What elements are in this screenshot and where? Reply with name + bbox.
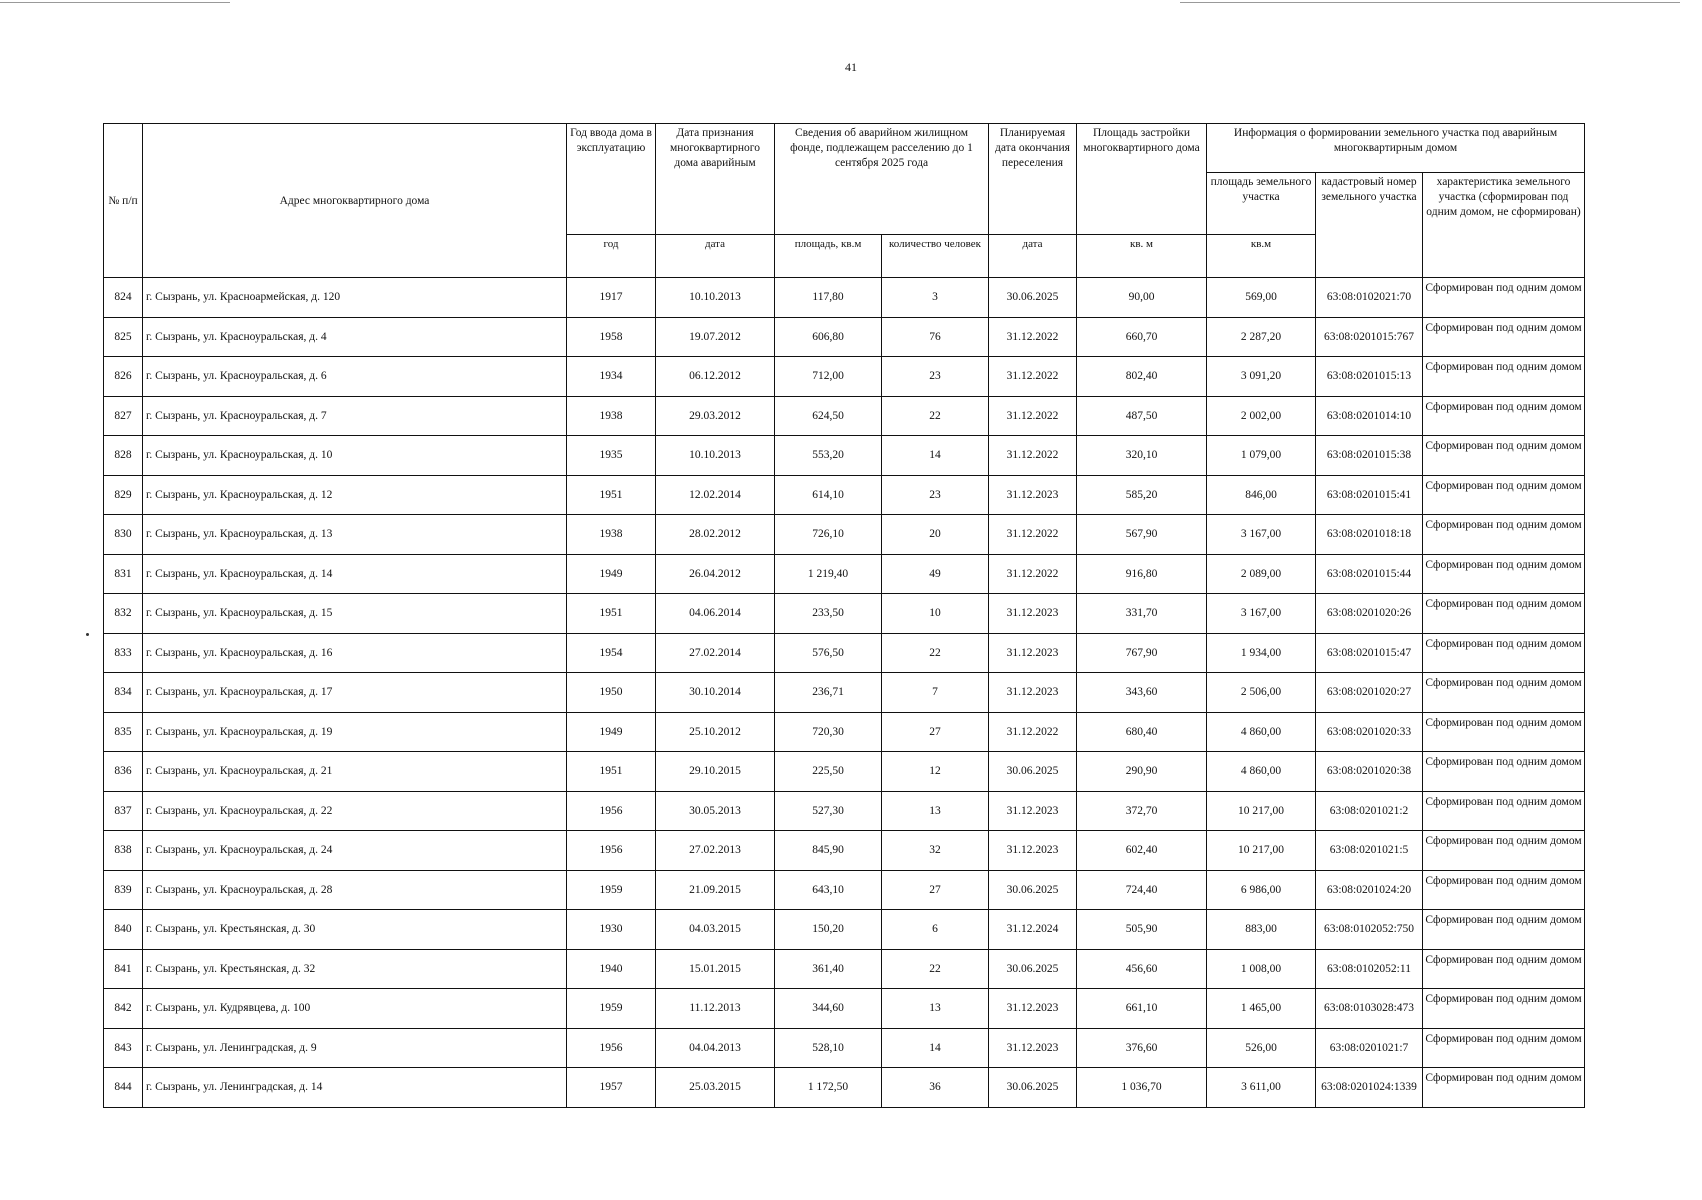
cell-land-area: 1 079,00 (1207, 436, 1316, 476)
unit-date: дата (656, 235, 775, 278)
cell-land-area: 3 091,20 (1207, 357, 1316, 397)
cell-land-char: Сформирован под одним домом (1423, 633, 1585, 673)
cell-land-area: 3 611,00 (1207, 1068, 1316, 1108)
header-year-built: Год ввода дома в эксплуатацию (567, 124, 656, 235)
cell-area: 236,71 (775, 673, 882, 713)
cell-recognition-date: 30.05.2013 (656, 791, 775, 831)
cell-area: 225,50 (775, 752, 882, 792)
cell-planned-date: 31.12.2022 (989, 436, 1077, 476)
header-planned-date: Планируемая дата окончания переселения (989, 124, 1077, 235)
cell-cadastral: 63:08:0201015:13 (1316, 357, 1423, 397)
table-row (104, 712, 1585, 752)
cell-num: 840 (104, 910, 143, 950)
cell-address: г. Сызрань, ул. Ленинградская, д. 14 (143, 1068, 567, 1108)
table-row (104, 594, 1585, 634)
cell-planned-date: 30.06.2025 (989, 752, 1077, 792)
cell-year: 1938 (567, 396, 656, 436)
cell-land-area: 2 002,00 (1207, 396, 1316, 436)
cell-people: 27 (882, 870, 989, 910)
cell-planned-date: 31.12.2022 (989, 396, 1077, 436)
cell-planned-date: 31.12.2023 (989, 475, 1077, 515)
cell-land-area: 3 167,00 (1207, 594, 1316, 634)
cell-building-area: 487,50 (1077, 396, 1207, 436)
cell-address: г. Сызрань, ул. Красноуральская, д. 16 (143, 633, 567, 673)
cell-recognition-date: 28.02.2012 (656, 515, 775, 555)
cell-num: 826 (104, 357, 143, 397)
cell-planned-date: 31.12.2022 (989, 357, 1077, 397)
unit-sqm: кв. м (1077, 235, 1207, 278)
cell-land-char: Сформирован под одним домом (1423, 831, 1585, 871)
cell-area: 117,80 (775, 278, 882, 318)
cell-year: 1957 (567, 1068, 656, 1108)
cell-recognition-date: 12.02.2014 (656, 475, 775, 515)
cell-address: г. Сызрань, ул. Ленинградская, д. 9 (143, 1028, 567, 1068)
cell-area: 150,20 (775, 910, 882, 950)
header-building-area: Площадь застройки многоквартирного дома (1077, 124, 1207, 235)
cell-num: 838 (104, 831, 143, 871)
cell-building-area: 567,90 (1077, 515, 1207, 555)
cell-planned-date: 31.12.2022 (989, 712, 1077, 752)
cell-cadastral: 63:08:0201021:2 (1316, 791, 1423, 831)
cell-num: 844 (104, 1068, 143, 1108)
cell-num: 832 (104, 594, 143, 634)
cell-cadastral: 63:08:0201020:27 (1316, 673, 1423, 713)
cell-land-char: Сформирован под одним домом (1423, 554, 1585, 594)
cell-year: 1930 (567, 910, 656, 950)
cell-num: 839 (104, 870, 143, 910)
cell-year: 1917 (567, 278, 656, 318)
cell-address: г. Сызрань, ул. Красноуральская, д. 12 (143, 475, 567, 515)
cell-planned-date: 31.12.2023 (989, 831, 1077, 871)
cell-land-area: 1 934,00 (1207, 633, 1316, 673)
table-row (104, 475, 1585, 515)
cell-num: 843 (104, 1028, 143, 1068)
table-row (104, 357, 1585, 397)
header-land-char: характеристика земельного участка (сформирован под одним домом, не сформирован) (1423, 173, 1585, 278)
cell-land-area: 2 506,00 (1207, 673, 1316, 713)
unit-people: количество человек (882, 235, 989, 278)
table-row (104, 831, 1585, 871)
table-row (104, 989, 1585, 1029)
cell-land-char: Сформирован под одним домом (1423, 396, 1585, 436)
cell-year: 1949 (567, 554, 656, 594)
cell-land-area: 4 860,00 (1207, 712, 1316, 752)
cell-land-char: Сформирован под одним домом (1423, 357, 1585, 397)
cell-num: 835 (104, 712, 143, 752)
cell-area: 606,80 (775, 317, 882, 357)
cell-planned-date: 31.12.2023 (989, 1028, 1077, 1068)
cell-building-area: 505,90 (1077, 910, 1207, 950)
cell-recognition-date: 29.10.2015 (656, 752, 775, 792)
cell-recognition-date: 11.12.2013 (656, 989, 775, 1029)
table-row (104, 910, 1585, 950)
cell-num: 842 (104, 989, 143, 1029)
cell-recognition-date: 27.02.2013 (656, 831, 775, 871)
cell-building-area: 916,80 (1077, 554, 1207, 594)
cell-land-area: 3 167,00 (1207, 515, 1316, 555)
cell-address: г. Сызрань, ул. Кудрявцева, д. 100 (143, 989, 567, 1029)
cell-building-area: 320,10 (1077, 436, 1207, 476)
header-address: Адрес многоквартирного дома (143, 124, 567, 278)
cell-year: 1951 (567, 475, 656, 515)
cell-people: 36 (882, 1068, 989, 1108)
header-emergency-fund: Сведения об аварийном жилищном фонде, подлежащем расселению до 1 сентября 2025 года (775, 124, 989, 235)
cell-area: 720,30 (775, 712, 882, 752)
cell-land-area: 1 465,00 (1207, 989, 1316, 1029)
cell-planned-date: 30.06.2025 (989, 949, 1077, 989)
cell-land-area: 526,00 (1207, 1028, 1316, 1068)
cell-address: г. Сызрань, ул. Красноуральская, д. 22 (143, 791, 567, 831)
cell-recognition-date: 25.10.2012 (656, 712, 775, 752)
cell-people: 12 (882, 752, 989, 792)
cell-planned-date: 30.06.2025 (989, 870, 1077, 910)
table-row (104, 396, 1585, 436)
cell-num: 834 (104, 673, 143, 713)
cell-planned-date: 31.12.2023 (989, 989, 1077, 1029)
cell-cadastral: 63:08:0201018:18 (1316, 515, 1423, 555)
table-row (104, 1068, 1585, 1108)
unit-year: год (567, 235, 656, 278)
cell-year: 1951 (567, 752, 656, 792)
cell-num: 833 (104, 633, 143, 673)
cell-people: 7 (882, 673, 989, 713)
cell-recognition-date: 21.09.2015 (656, 870, 775, 910)
cell-people: 13 (882, 791, 989, 831)
cell-year: 1951 (567, 594, 656, 634)
cell-people: 14 (882, 436, 989, 476)
table-row (104, 317, 1585, 357)
cell-building-area: 343,60 (1077, 673, 1207, 713)
cell-building-area: 290,90 (1077, 752, 1207, 792)
cell-people: 14 (882, 1028, 989, 1068)
cell-num: 827 (104, 396, 143, 436)
cell-area: 528,10 (775, 1028, 882, 1068)
table-row (104, 1028, 1585, 1068)
cell-year: 1935 (567, 436, 656, 476)
cell-year: 1959 (567, 989, 656, 1029)
header-recognition-date: Дата признания многоквартирного дома аварийным (656, 124, 775, 235)
cell-address: г. Сызрань, ул. Красноуральская, д. 15 (143, 594, 567, 634)
cell-year: 1938 (567, 515, 656, 555)
cell-address: г. Сызрань, ул. Красноуральская, д. 21 (143, 752, 567, 792)
cell-land-char: Сформирован под одним домом (1423, 870, 1585, 910)
cell-people: 13 (882, 989, 989, 1029)
cell-address: г. Сызрань, ул. Красноуральская, д. 10 (143, 436, 567, 476)
table-row (104, 278, 1585, 318)
cell-land-area: 10 217,00 (1207, 791, 1316, 831)
cell-address: г. Сызрань, ул. Красноуральская, д. 4 (143, 317, 567, 357)
cell-cadastral: 63:08:0201024:1339 (1316, 1068, 1423, 1108)
table-row (104, 515, 1585, 555)
cell-address: г. Сызрань, ул. Крестьянская, д. 30 (143, 910, 567, 950)
cell-address: г. Сызрань, ул. Крестьянская, д. 32 (143, 949, 567, 989)
cell-building-area: 680,40 (1077, 712, 1207, 752)
cell-address: г. Сызрань, ул. Красноармейская, д. 120 (143, 278, 567, 318)
cell-cadastral: 63:08:0201024:20 (1316, 870, 1423, 910)
cell-planned-date: 31.12.2022 (989, 317, 1077, 357)
unit-kvm: кв.м (1207, 235, 1316, 278)
cell-cadastral: 63:08:0103028:473 (1316, 989, 1423, 1029)
cell-cadastral: 63:08:0201015:41 (1316, 475, 1423, 515)
cell-cadastral: 63:08:0102052:750 (1316, 910, 1423, 950)
cell-year: 1934 (567, 357, 656, 397)
cell-area: 712,00 (775, 357, 882, 397)
cell-num: 841 (104, 949, 143, 989)
unit-area: площадь, кв.м (775, 235, 882, 278)
cell-land-char: Сформирован под одним домом (1423, 1028, 1585, 1068)
cell-land-char: Сформирован под одним домом (1423, 949, 1585, 989)
cell-year: 1958 (567, 317, 656, 357)
cell-recognition-date: 19.07.2012 (656, 317, 775, 357)
cell-land-area: 1 008,00 (1207, 949, 1316, 989)
scan-artifact (0, 2, 230, 3)
cell-recognition-date: 15.01.2015 (656, 949, 775, 989)
cell-building-area: 372,70 (1077, 791, 1207, 831)
scan-artifact (1180, 2, 1680, 3)
cell-land-char: Сформирован под одним домом (1423, 1068, 1585, 1108)
cell-recognition-date: 29.03.2012 (656, 396, 775, 436)
cell-planned-date: 30.06.2025 (989, 278, 1077, 318)
header-cadastral: кадастровый номер земельного участка (1316, 173, 1423, 278)
cell-people: 3 (882, 278, 989, 318)
cell-year: 1956 (567, 1028, 656, 1068)
cell-recognition-date: 04.06.2014 (656, 594, 775, 634)
cell-year: 1956 (567, 791, 656, 831)
cell-recognition-date: 27.02.2014 (656, 633, 775, 673)
cell-people: 20 (882, 515, 989, 555)
cell-cadastral: 63:08:0201020:33 (1316, 712, 1423, 752)
cell-people: 76 (882, 317, 989, 357)
cell-land-char: Сформирован под одним домом (1423, 317, 1585, 357)
cell-cadastral: 63:08:0201021:5 (1316, 831, 1423, 871)
cell-building-area: 90,00 (1077, 278, 1207, 318)
cell-planned-date: 31.12.2023 (989, 594, 1077, 634)
cell-people: 10 (882, 594, 989, 634)
cell-year: 1956 (567, 831, 656, 871)
table-row (104, 673, 1585, 713)
cell-area: 624,50 (775, 396, 882, 436)
scan-artifact (86, 633, 89, 636)
cell-land-area: 883,00 (1207, 910, 1316, 950)
table-body (104, 278, 1585, 1108)
cell-year: 1950 (567, 673, 656, 713)
cell-recognition-date: 25.03.2015 (656, 1068, 775, 1108)
cell-land-char: Сформирован под одним домом (1423, 436, 1585, 476)
cell-area: 643,10 (775, 870, 882, 910)
header-land-area: площадь земельного участка (1207, 173, 1316, 235)
cell-planned-date: 31.12.2023 (989, 633, 1077, 673)
cell-building-area: 1 036,70 (1077, 1068, 1207, 1108)
cell-building-area: 602,40 (1077, 831, 1207, 871)
cell-planned-date: 31.12.2023 (989, 791, 1077, 831)
cell-people: 49 (882, 554, 989, 594)
cell-land-char: Сформирован под одним домом (1423, 989, 1585, 1029)
cell-num: 837 (104, 791, 143, 831)
cell-building-area: 456,60 (1077, 949, 1207, 989)
cell-cadastral: 63:08:0201015:44 (1316, 554, 1423, 594)
cell-land-char: Сформирован под одним домом (1423, 515, 1585, 555)
cell-area: 614,10 (775, 475, 882, 515)
cell-year: 1954 (567, 633, 656, 673)
cell-planned-date: 31.12.2022 (989, 554, 1077, 594)
cell-recognition-date: 10.10.2013 (656, 436, 775, 476)
table-row (104, 554, 1585, 594)
cell-land-char: Сформирован под одним домом (1423, 594, 1585, 634)
cell-recognition-date: 10.10.2013 (656, 278, 775, 318)
cell-building-area: 585,20 (1077, 475, 1207, 515)
cell-area: 1 219,40 (775, 554, 882, 594)
cell-num: 830 (104, 515, 143, 555)
cell-land-area: 2 287,20 (1207, 317, 1316, 357)
table-row (104, 633, 1585, 673)
cell-year: 1949 (567, 712, 656, 752)
cell-building-area: 802,40 (1077, 357, 1207, 397)
cell-people: 23 (882, 475, 989, 515)
cell-building-area: 661,10 (1077, 989, 1207, 1029)
cell-planned-date: 30.06.2025 (989, 1068, 1077, 1108)
cell-building-area: 331,70 (1077, 594, 1207, 634)
cell-num: 836 (104, 752, 143, 792)
cell-area: 344,60 (775, 989, 882, 1029)
cell-planned-date: 31.12.2022 (989, 515, 1077, 555)
cell-land-area: 569,00 (1207, 278, 1316, 318)
cell-address: г. Сызрань, ул. Красноуральская, д. 19 (143, 712, 567, 752)
cell-land-char: Сформирован под одним домом (1423, 910, 1585, 950)
cell-recognition-date: 26.04.2012 (656, 554, 775, 594)
cell-num: 829 (104, 475, 143, 515)
cell-people: 22 (882, 633, 989, 673)
emergency-housing-table (103, 123, 1585, 1108)
cell-building-area: 767,90 (1077, 633, 1207, 673)
cell-people: 32 (882, 831, 989, 871)
page-number: 41 (845, 60, 857, 74)
cell-cadastral: 63:08:0102052:11 (1316, 949, 1423, 989)
cell-address: г. Сызрань, ул. Красноуральская, д. 28 (143, 870, 567, 910)
cell-land-area: 2 089,00 (1207, 554, 1316, 594)
cell-building-area: 376,60 (1077, 1028, 1207, 1068)
cell-land-area: 846,00 (1207, 475, 1316, 515)
table-row (104, 870, 1585, 910)
cell-building-area: 724,40 (1077, 870, 1207, 910)
cell-land-area: 4 860,00 (1207, 752, 1316, 792)
cell-planned-date: 31.12.2024 (989, 910, 1077, 950)
cell-cadastral: 63:08:0201015:767 (1316, 317, 1423, 357)
cell-num: 828 (104, 436, 143, 476)
cell-area: 726,10 (775, 515, 882, 555)
cell-planned-date: 31.12.2023 (989, 673, 1077, 713)
cell-num: 825 (104, 317, 143, 357)
header-num: № п/п (104, 124, 143, 278)
cell-land-char: Сформирован под одним домом (1423, 752, 1585, 792)
cell-land-area: 6 986,00 (1207, 870, 1316, 910)
cell-people: 22 (882, 949, 989, 989)
cell-address: г. Сызрань, ул. Красноуральская, д. 17 (143, 673, 567, 713)
unit-planned-date: дата (989, 235, 1077, 278)
cell-cadastral: 63:08:0102021:70 (1316, 278, 1423, 318)
cell-address: г. Сызрань, ул. Красноуральская, д. 24 (143, 831, 567, 871)
cell-recognition-date: 06.12.2012 (656, 357, 775, 397)
cell-recognition-date: 04.03.2015 (656, 910, 775, 950)
cell-people: 22 (882, 396, 989, 436)
cell-land-char: Сформирован под одним домом (1423, 712, 1585, 752)
cell-cadastral: 63:08:0201014:10 (1316, 396, 1423, 436)
table-row (104, 791, 1585, 831)
cell-address: г. Сызрань, ул. Красноуральская, д. 6 (143, 357, 567, 397)
cell-address: г. Сызрань, ул. Красноуральская, д. 7 (143, 396, 567, 436)
cell-land-area: 10 217,00 (1207, 831, 1316, 871)
cell-land-char: Сформирован под одним домом (1423, 791, 1585, 831)
cell-year: 1940 (567, 949, 656, 989)
cell-cadastral: 63:08:0201020:38 (1316, 752, 1423, 792)
cell-area: 233,50 (775, 594, 882, 634)
cell-area: 576,50 (775, 633, 882, 673)
cell-area: 553,20 (775, 436, 882, 476)
cell-recognition-date: 04.04.2013 (656, 1028, 775, 1068)
cell-address: г. Сызрань, ул. Красноуральская, д. 13 (143, 515, 567, 555)
cell-num: 824 (104, 278, 143, 318)
cell-cadastral: 63:08:0201021:7 (1316, 1028, 1423, 1068)
cell-building-area: 660,70 (1077, 317, 1207, 357)
cell-cadastral: 63:08:0201015:47 (1316, 633, 1423, 673)
cell-land-char: Сформирован под одним домом (1423, 673, 1585, 713)
cell-cadastral: 63:08:0201015:38 (1316, 436, 1423, 476)
cell-people: 27 (882, 712, 989, 752)
cell-area: 845,90 (775, 831, 882, 871)
cell-area: 361,40 (775, 949, 882, 989)
table-row (104, 752, 1585, 792)
cell-cadastral: 63:08:0201020:26 (1316, 594, 1423, 634)
cell-people: 23 (882, 357, 989, 397)
table-row (104, 436, 1585, 476)
cell-land-char: Сформирован под одним домом (1423, 475, 1585, 515)
cell-area: 527,30 (775, 791, 882, 831)
cell-area: 1 172,50 (775, 1068, 882, 1108)
cell-people: 6 (882, 910, 989, 950)
cell-recognition-date: 30.10.2014 (656, 673, 775, 713)
cell-num: 831 (104, 554, 143, 594)
cell-address: г. Сызрань, ул. Красноуральская, д. 14 (143, 554, 567, 594)
header-land-info: Информация о формировании земельного участка под аварийным многоквартирным домом (1207, 124, 1585, 173)
table-row (104, 949, 1585, 989)
cell-land-char: Сформирован под одним домом (1423, 278, 1585, 318)
cell-year: 1959 (567, 870, 656, 910)
